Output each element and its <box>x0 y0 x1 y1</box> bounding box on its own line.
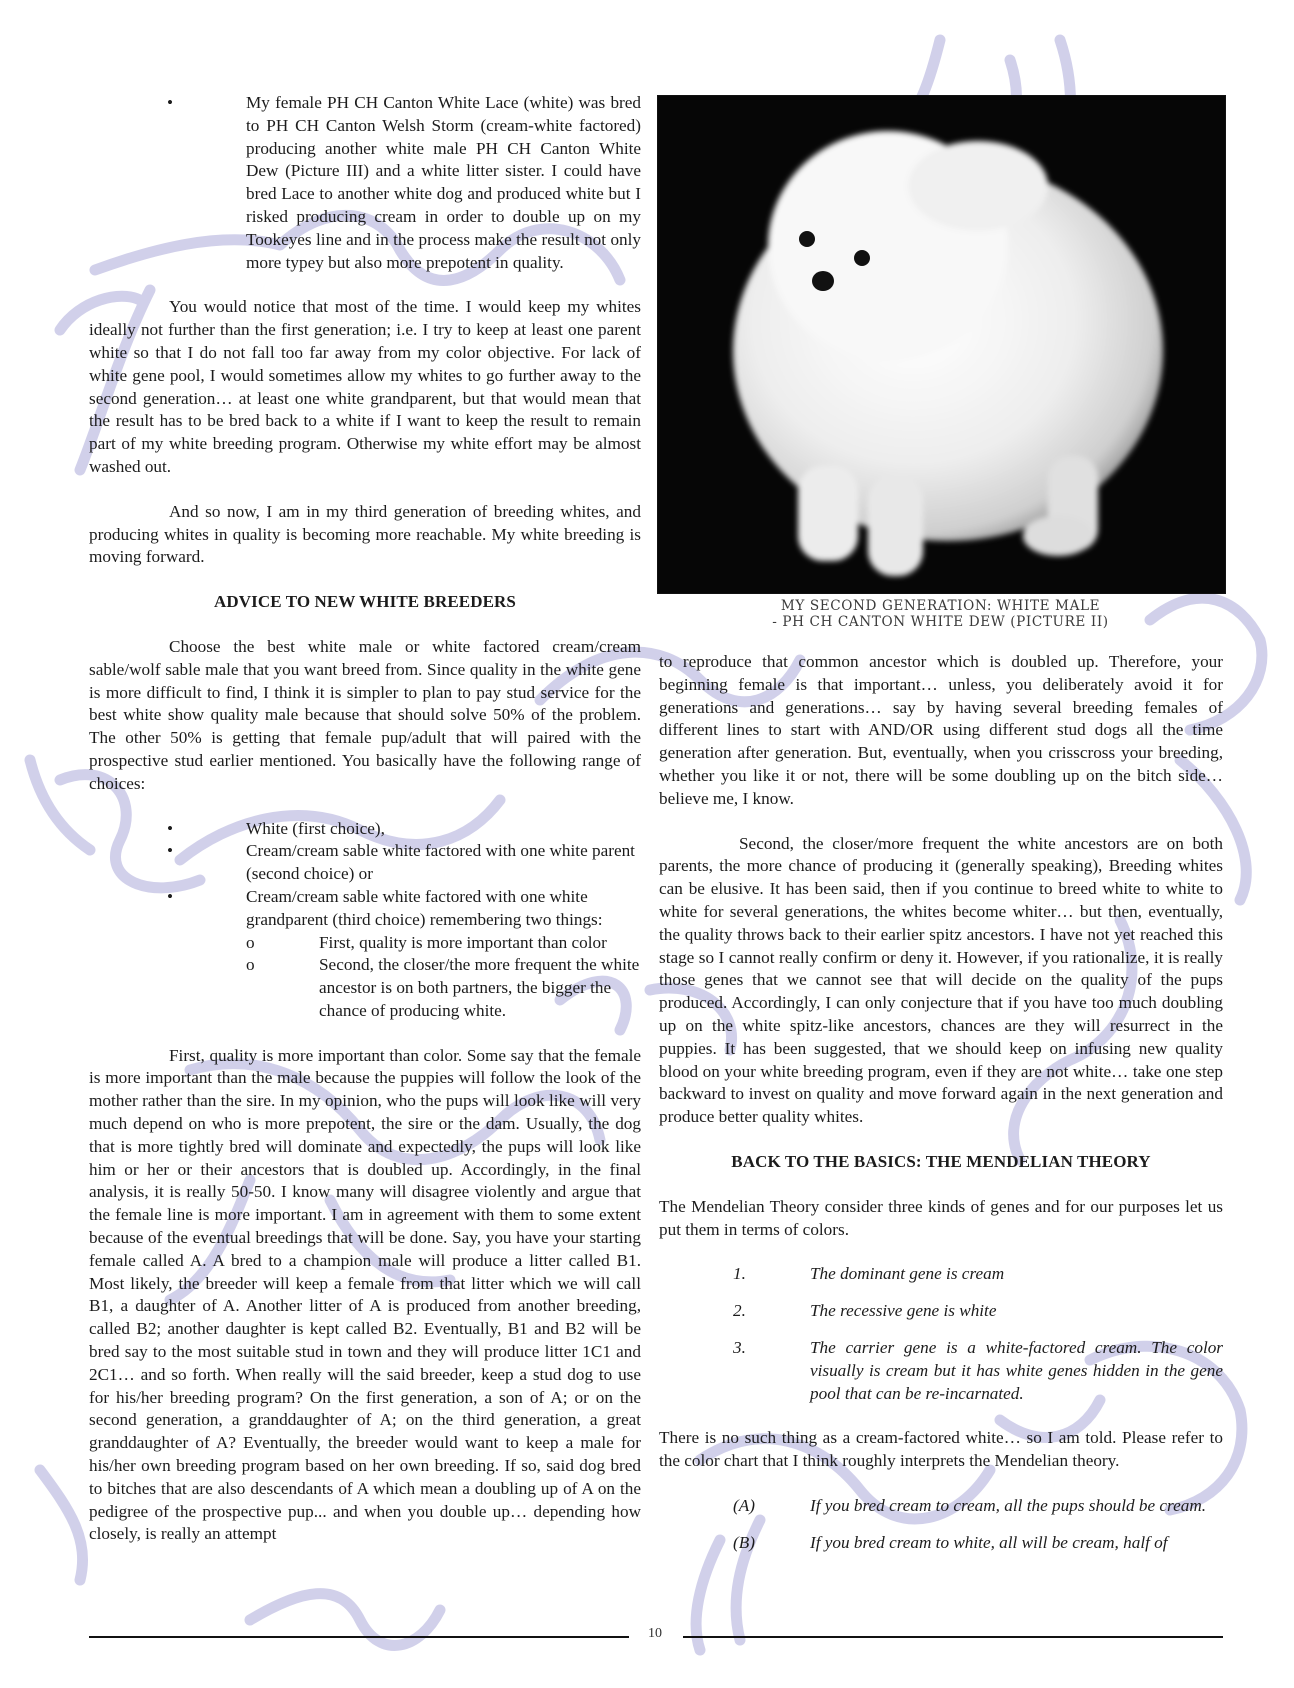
footer-rule-left <box>89 1636 629 1638</box>
photo-caption <box>657 598 1224 630</box>
bullet-item <box>89 92 641 274</box>
dog-nose <box>812 271 834 291</box>
choice-item <box>89 840 641 886</box>
rule-text: If you bred cream to white, all will be cream, half of <box>810 1532 1168 1552</box>
heading-advice: ADVICE TO NEW WHITE BREEDERS <box>214 592 516 612</box>
rule-item <box>659 1495 1223 1518</box>
choice-item <box>89 886 641 932</box>
gene-number: 1. <box>733 1264 746 1284</box>
choice-text: White (first choice), <box>246 818 385 838</box>
bullet-marker: • <box>167 841 174 861</box>
paragraph-choose: Choose the best white male or white factored cream/cream sable/wolf sable male that you want breed from. Since quality in the white gene is more difficult to find, I think it is simpler to plan to pay stud service for the best white show quality male because that should solve 50% of the problem. The other 50% is getting that female pup/adult that will paired with the prospective stud earlier mentioned. You basically have the following range of choices: <box>89 636 641 793</box>
choice-text: Cream/cream sable white factored with one white grandparent (third choice) remembering two things: <box>246 886 603 929</box>
bullet-marker: • <box>167 818 174 838</box>
choices-list <box>89 818 641 1023</box>
choice-text: Cream/cream sable white factored with one white parent (second choice) or <box>246 841 635 884</box>
caption-line: MY SECOND GENERATION: WHITE MALE <box>780 598 1101 614</box>
pomeranian-image <box>658 96 1225 593</box>
page-number: 10 <box>648 1626 662 1641</box>
sub-bullet-marker: o <box>246 932 255 952</box>
right-column <box>659 651 1223 1555</box>
gene-text: The recessive gene is white <box>810 1301 997 1321</box>
gene-text: The carrier gene is a white-factored cream. The color visually is cream but it has white genes hidden in the gene pool that can be re-incarnated. <box>810 1337 1223 1403</box>
paragraph-third-generation: And so now, I am in my third generation of breeding whites, and producing whites in quality is becoming more reachable. My white breeding is moving forward. <box>89 501 641 567</box>
gene-item <box>659 1300 1223 1323</box>
paragraph-no-such: There is no such thing as a cream-factored white… so I am told. Please refer to the color chart that I think roughly interprets the Mendelian theory. <box>659 1428 1223 1471</box>
gene-text: The dominant gene is cream <box>810 1264 1005 1284</box>
gene-number: 3. <box>733 1337 746 1357</box>
dog-photo <box>657 95 1226 594</box>
footer-rule-right <box>683 1636 1223 1638</box>
heading-mendelian: BACK TO THE BASICS: THE MENDELIAN THEORY <box>731 1151 1151 1171</box>
paragraph-continue: to reproduce that common ancestor which is doubled up. Therefore, your beginning female is that important… unless, you deliberately avoid it for generations and generations… say by having several breeding females of different lines to start with AND/OR using different stud dogs all the time generation after generation. But, eventually, when you crisscross your breeding, whether you like it or not, there will be some doubling up on the bitch side… believe me, I know. <box>659 652 1223 808</box>
rule-marker: (A) <box>733 1495 755 1515</box>
caption-line: - PH CH CANTON WHITE DEW (PICTURE II) <box>772 614 1109 630</box>
sub-item <box>89 954 641 1022</box>
paragraph-quality: First, quality is more important than color. Some say that the female is more important than the male because the puppies will follow the look of the mother rather than the sire. In my opinion, who the pups will look like will very much depend on who is more prepotent, the sire or the dam. Usually, the dog that is more tightly bred will dominate and expectedly, the pups will look like him or her or their ancestors that is doubled up. Accordingly, in the final analysis, it is really 50-50. I know many will disagree violently and argue that the female line is more important. I am in agreement with them to some extent because of the eventual breedings that will be done. Say, you have your starting female called A. A bred to a champion male will produce a litter called B1. Most likely, the breeder will keep a female from that litter which we will call B1, a daughter of A. Another litter of A is produced from another breeding, called B2; another daughter is kept called B2. Eventually, B1 and B2 will be bred say to the most suitable stud in town and they will produce litter 1C1 and 2C1… and so forth. When really will the said breeder, keep a stud dog to use for his/her breeding program? On the first generation, a son of A; or on the second generation, a granddaughter of A; on the third generation, a great granddaughter of A? Eventually, the breeder would want to keep a male for his/her own breeding program based on her own breeding. If so, said dog bred to bitches that are also descendants of A which mean a doubling up of A on the pedigree of the prospective pup... and when you double up… depending how closely, is really an attempt <box>89 1045 641 1544</box>
gene-item <box>659 1337 1223 1405</box>
bullet-marker: • <box>167 886 174 906</box>
rule-marker: (B) <box>733 1532 755 1552</box>
rule-text: If you bred cream to cream, all the pups should be cream. <box>810 1495 1207 1515</box>
gene-item <box>659 1263 1223 1286</box>
sub-bullet-marker: o <box>246 955 255 975</box>
paragraph-mendelian: The Mendelian Theory consider three kinds of genes and for our purposes let us put them in terms of colors. <box>659 1196 1223 1239</box>
dog-eye <box>854 250 870 266</box>
left-column <box>89 92 641 1546</box>
rule-item <box>659 1532 1223 1555</box>
paragraph-notice: You would notice that most of the time. I would keep my whites ideally not further than the first generation; i.e. I try to keep at least one parent white so that I do not fall too far away from my color objective. For lack of white gene pool, I would sometimes allow my whites to go further away to the second generation… at least one white grandparent, but that would mean that the result has to be bred back to a white if I want to keep the result to remain part of my white breeding program. Otherwise my white effort may be almost washed out. <box>89 297 641 476</box>
gene-number: 2. <box>733 1301 746 1321</box>
choice-item <box>89 818 641 841</box>
dog-eye <box>799 231 815 247</box>
sub-item-text: Second, the closer/the more frequent the white ancestor is on both partners, the bigger the chance of producing white. <box>319 955 640 1020</box>
sub-item <box>89 932 641 955</box>
paragraph-second: Second, the closer/more frequent the white ancestors are on both parents, the more chance of producing it (generally speaking), Breeding whites can be elusive. It has been said, then if you continue to breed white to white to white for several generations, the whites become whiter… but then, eventually, the quality throws back to their earlier spitz ancestors. I have not yet reached this stage so I cannot really confirm or deny it. However, if you rationalize, it is really those genes that we cannot see that will decide on the quality of the pups produced. Accordingly, I can only conjecture that if you have too much doubling up on the white spitz-like ancestors, chances are they will resurrect in the puppies. It has been suggested, that we should keep on infusing new quality blood on your white breeding program, even if they are not white… take one step backward to invest on quality and move forward again in the next generation and produce better quality whites. <box>659 833 1223 1127</box>
bullet-text: My female PH CH Canton White Lace (white) was bred to PH CH Canton Welsh Storm (cream-white factored) producing another white male PH CH Canton White Dew (Picture III) and a white litter sister. I could have bred Lace to another white dog and produced white but I risked producing cream in order to double up on my Tookeyes line and in the process make the result not only more typey but also more prepotent in quality. <box>246 93 641 272</box>
sub-item-text: First, quality is more important than color <box>319 932 607 952</box>
bullet-marker: • <box>167 93 174 112</box>
